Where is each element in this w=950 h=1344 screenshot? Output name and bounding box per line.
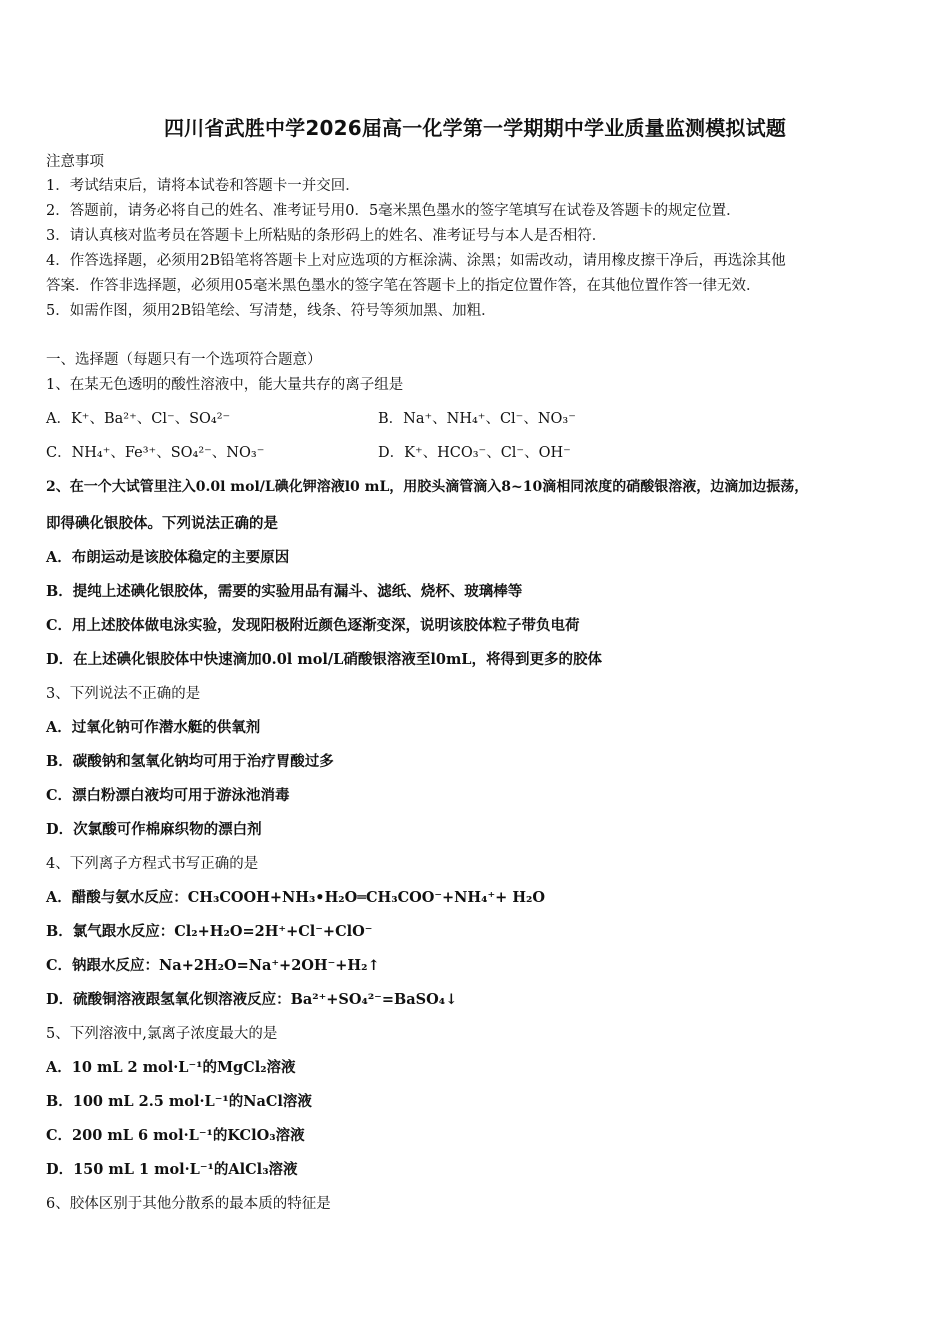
option-b: B．碳酸钠和氢氧化钠均可用于治疗胃酸过多 [46, 753, 334, 770]
section-heading: 一、选择题（每题只有一个选项符合题意） [46, 352, 322, 368]
notice-item: 答案．作答非选择题，必须用05毫米黑色墨水的签字笔在答题卡上的指定位置作答，在其他位置作答一律无效． [46, 278, 761, 294]
option-a: A．过氧化钠可作潜水艇的供氧剂 [46, 719, 261, 736]
notice-item: 3．请认真核对监考员在答题卡上所粘贴的条形码上的姓名、准考证号与本人是否相符． [46, 228, 607, 244]
question-stem: 3、下列说法不正确的是 [46, 686, 201, 702]
option-d: D．150 mL 1 mol·L⁻¹的AlCl₃溶液 [46, 1161, 298, 1178]
question-stem: 5、下列溶液中,氯离子浓度最大的是 [46, 1026, 278, 1042]
question-stem: 6、胶体区别于其他分散系的最本质的特征是 [46, 1196, 331, 1212]
notice-item: 4．作答选择题，必须用2B铅笔将答题卡上对应选项的方框涂满、涂黑；如需改动，请用橡皮擦干净后，再选涂其他 [46, 253, 786, 269]
question-stem: 1、在某无色透明的酸性溶液中，能大量共存的离子组是 [46, 377, 404, 393]
option-a: A．K⁺、Ba²⁺、Cl⁻、SO₄²⁻ [46, 411, 231, 427]
option-d: D．次氯酸可作棉麻织物的漂白剂 [46, 821, 262, 838]
option-c: C．200 mL 6 mol·L⁻¹的KClO₃溶液 [46, 1127, 305, 1144]
option-a: A．布朗运动是该胶体稳定的主要原因 [46, 549, 290, 566]
notice-item: 2．答题前，请务必将自己的姓名、准考证号用0．5毫米黑色墨水的签字笔填写在试卷及答题卡的规定位置． [46, 203, 741, 219]
option-b: B．氯气跟水反应：Cl₂+H₂O=2H⁺+Cl⁻+ClO⁻ [46, 923, 373, 940]
option-a: A．10 mL 2 mol·L⁻¹的MgCl₂溶液 [46, 1059, 296, 1076]
option-b: B．Na⁺、NH₄⁺、Cl⁻、NO₃⁻ [378, 411, 576, 427]
page-title: 四川省武胜中学2026届高一化学第一学期期中学业质量监测模拟试题 [163, 116, 787, 140]
option-a: A．醋酸与氨水反应：CH₃COOH+NH₃•H₂O═CH₃COO⁻+NH₄⁺+ H₂O [46, 889, 546, 906]
option-b: B．提纯上述碘化银胶体，需要的实验用品有漏斗、滤纸、烧杯、玻璃棒等 [46, 583, 523, 600]
option-c: C．NH₄⁺、Fe³⁺、SO₄²⁻、NO₃⁻ [46, 445, 265, 461]
option-d: D．硫酸铜溶液跟氢氧化钡溶液反应：Ba²⁺+SO₄²⁻=BaSO₄↓ [46, 991, 458, 1008]
option-d: D．K⁺、HCO₃⁻、Cl⁻、OH⁻ [378, 445, 571, 461]
notice-heading: 注意事项 [46, 154, 104, 170]
question-stem-continued: 即得碘化银胶体。下列说法正确的是 [46, 515, 278, 532]
notice-item: 1．考试结束后，请将本试卷和答题卡一并交回． [46, 178, 360, 194]
notice-item: 5．如需作图，须用2B铅笔绘、写清楚，线条、符号等须加黑、加粗． [46, 303, 496, 319]
option-b: B．100 mL 2.5 mol·L⁻¹的NaCl溶液 [46, 1093, 312, 1110]
question-stem: 4、下列离子方程式书写正确的是 [46, 856, 259, 872]
option-d: D．在上述碘化银胶体中快速滴加0.0l mol/L硝酸银溶液至l0mL，将得到更多的胶体 [46, 651, 603, 668]
option-c: C．钠跟水反应：Na+2H₂O=Na⁺+2OH⁻+H₂↑ [46, 957, 380, 974]
option-c: C．用上述胶体做电泳实验，发现阳极附近颜色逐渐变深，说明该胶体粒子带负电荷 [46, 617, 580, 634]
question-stem: 2、在一个大试管里注入0.0l mol/L碘化钾溶液l0 mL，用胶头滴管滴入8~10滴相同浓度的硝酸银溶液，边滴加边振荡， [46, 479, 809, 495]
option-c: C．漂白粉漂白液均可用于游泳池消毒 [46, 787, 290, 804]
